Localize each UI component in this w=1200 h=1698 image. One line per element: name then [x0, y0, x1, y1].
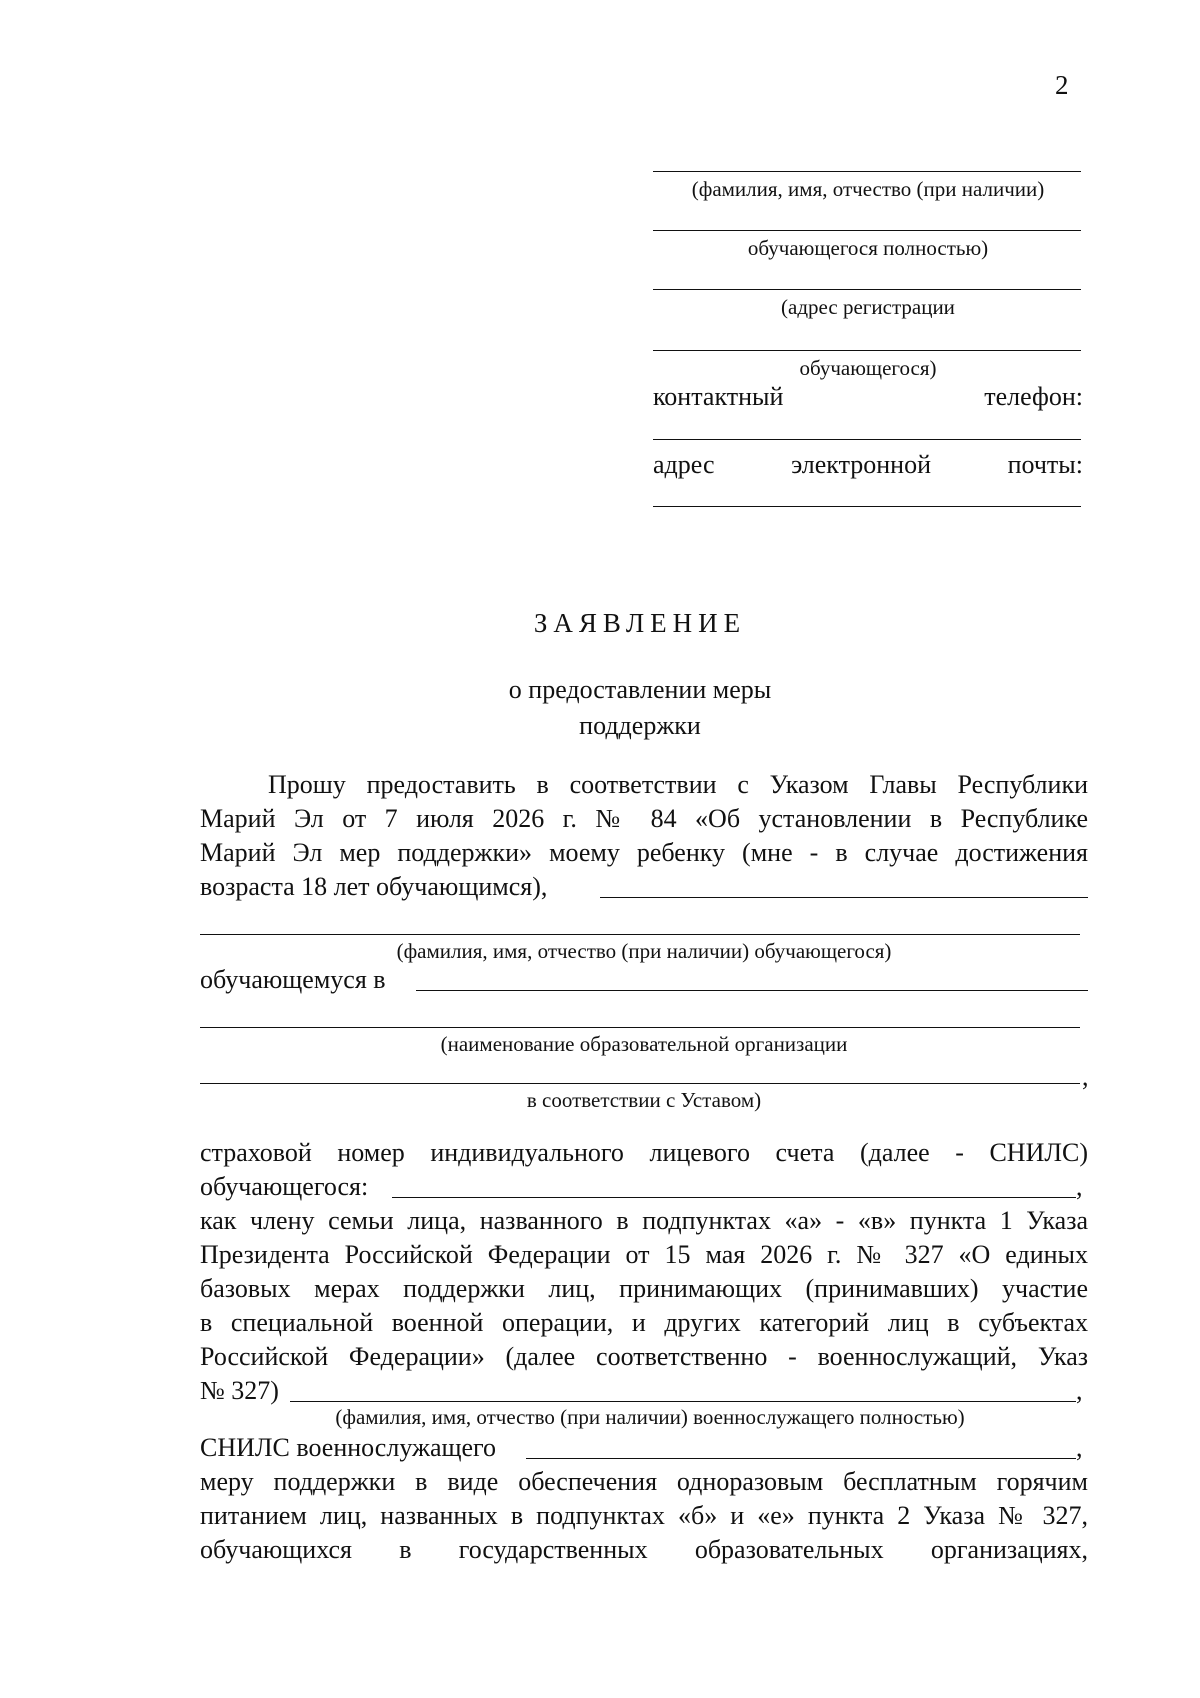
p3-line-1: как члену семьи лица, названного в подпунктах «а» - «в» пункта 1 Указа: [200, 1206, 1088, 1235]
p1-line-4: возраста 18 лет обучающимся),: [200, 872, 548, 901]
caption-student-fio: (фамилия, имя, отчество (при наличии) обучающегося): [396, 939, 892, 963]
student-in-label: обучающемуся в: [200, 965, 386, 994]
phone-label-2: телефон:: [984, 382, 1083, 411]
p1-line-1: Прошу предоставить в соответствии с Указом Главы Республики: [268, 770, 1088, 799]
p4-line-2: питанием лиц, названных в подпунктах «б» и «е» пункта 2 Указа № 327,: [200, 1501, 1088, 1530]
serviceman-snils-label: СНИЛС военнослужащего: [200, 1433, 497, 1462]
p3-line-5: Российской Федерации» (далее соответственно - военнослужащий, Указ: [200, 1342, 1088, 1371]
caption-fio: (фамилия, имя, отчество (при наличии): [691, 177, 1045, 201]
p3-line-3: базовых мерах поддержки лиц, принимающих (принимавших) участие: [200, 1274, 1088, 1303]
page-number: 2: [1055, 70, 1069, 100]
p1-line-2: Марий Эл от 7 июля 2026 г. № 84 «Об установлении в Республике: [200, 804, 1088, 833]
p3-line-6: № 327): [200, 1376, 279, 1405]
serviceman-snils-comma: ,: [1076, 1433, 1083, 1462]
fio-fill-line: [653, 171, 1081, 172]
fio-fill-line-2: [653, 230, 1081, 231]
serviceman-comma: ,: [1076, 1376, 1083, 1405]
p1-line-3: Марий Эл мер поддержки» моему ребенку (мне - в случае достижения: [200, 838, 1088, 867]
p2-line-1: страховой номер индивидуального лицевого счета (далее - СНИЛС): [200, 1138, 1088, 1167]
caption-charter: в соответствии с Уставом): [526, 1088, 762, 1112]
email-fill-line: [653, 506, 1081, 507]
email-label-1: адрес: [653, 450, 715, 479]
org-fill-line: [416, 990, 1088, 991]
student-fio-fill-line-2: [200, 934, 1080, 935]
serviceman-fio-fill-line: [290, 1401, 1076, 1402]
p2-line-2: обучающегося:: [200, 1172, 369, 1201]
email-label-2: электронной: [791, 450, 932, 479]
address-fill-line: [653, 289, 1081, 290]
org-fill-line-2: [200, 1027, 1080, 1028]
student-snils-fill-line: [392, 1197, 1076, 1198]
subtitle-line-2: поддержки: [579, 711, 701, 740]
caption-address: (адрес регистрации: [781, 295, 955, 319]
phone-label-1: контактный: [653, 382, 784, 411]
caption-fio-2: обучающегося полностью): [747, 236, 989, 260]
p4-line-3: обучающихся в государственных образовательных организациях,: [200, 1535, 1088, 1564]
email-row: [653, 449, 1083, 481]
org-fill-line-3: [200, 1083, 1080, 1084]
student-fio-fill-line: [600, 897, 1088, 898]
email-label-3: почты:: [1007, 450, 1083, 479]
caption-address-2: обучающегося): [799, 356, 937, 380]
contact-phone-row: [653, 381, 1083, 413]
phone-fill-line: [653, 439, 1081, 440]
serviceman-snils-fill-line: [526, 1458, 1076, 1459]
address-fill-line-2: [653, 350, 1081, 351]
caption-serviceman-fio: (фамилия, имя, отчество (при наличии) военнослужащего полностью): [335, 1405, 965, 1429]
p4-line-1: меру поддержки в виде обеспечения одноразовым бесплатным горячим: [200, 1467, 1088, 1496]
snils-comma: ,: [1076, 1172, 1083, 1201]
p3-line-2: Президента Российской Федерации от 15 мая 2026 г. № 327 «О единых: [200, 1240, 1088, 1269]
document-title: ЗАЯВЛЕНИЕ: [533, 608, 747, 638]
org-comma: ,: [1082, 1062, 1089, 1091]
p3-line-4: в специальной военной операции, и других категорий лиц в субъектах: [200, 1308, 1088, 1337]
subtitle-line-1: о предоставлении меры: [508, 675, 772, 704]
caption-org: (наименование образовательной организации: [440, 1032, 848, 1056]
